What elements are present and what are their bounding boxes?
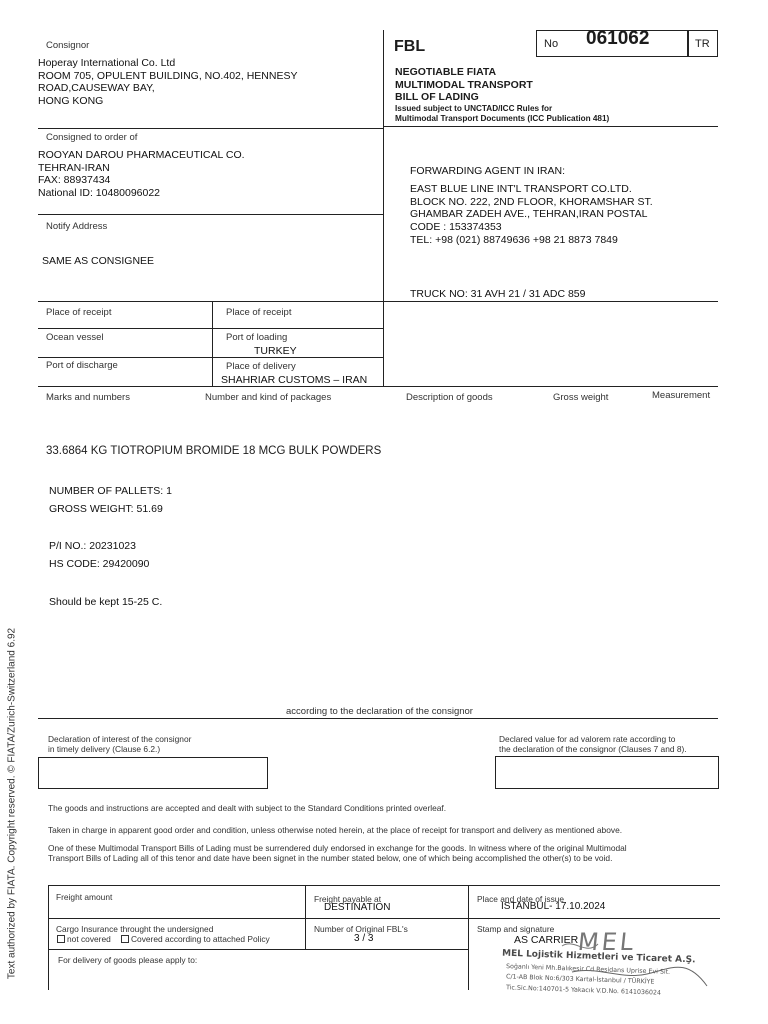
according-declaration: according to the declaration of the consignor [286,706,473,717]
consignee-line: National ID: 10480096022 [38,186,161,199]
document-number: 061062 [586,28,650,49]
notify-bottom-rule [38,301,718,302]
footer-divider-2 [468,885,469,990]
original-fbl-value: 3 / 3 [354,933,374,944]
title-line: NEGOTIABLE FIATA [395,66,497,78]
document-title [395,66,533,104]
routing-divider [212,301,213,386]
surrender-line: Transport Bills of Lading all of this tenor and date have been signet in the number stated below, one of which being accomplished the other(s) to be void. [48,853,613,863]
stamp-signature-label: Stamp and signature [477,924,555,934]
company-stamp [502,928,720,1004]
consignor-line: Hoperay International Co. Ltd [38,57,176,69]
original-fbl-label: Number of Original FBL's [314,924,408,934]
interest-declaration [48,734,191,754]
copyright-side-text: Text authorized by FIATA. Copyright reserved. © FIATA/Zurich-Switzerland 6.92 [6,627,18,980]
storage-temperature: Should be kept 15-25 C. [49,596,163,608]
port-of-loading-label: Port of loading [226,332,288,343]
not-covered-label: not covered [67,934,111,944]
truck-number: TRUCK NO: 31 AVH 21 / 31 ADC 859 [410,288,586,300]
place-of-receipt-label: Place of receipt [46,307,112,318]
title-line: MULTIMODAL TRANSPORT [395,78,533,91]
forwarding-line: GHAMBAR ZADEH AVE., TEHRAN,IRAN POSTAL [410,208,648,221]
pallets: NUMBER OF PALLETS: 1 [49,485,172,497]
consignor-line: ROOM 705, OPULENT BUILDING, NO.402, HENNESY [38,69,298,82]
forwarding-line: BLOCK NO. 222, 2ND FLOOR, KHORAMSHAR ST. [410,195,653,208]
footer-top-rule [48,885,720,886]
place-date-value: ISTANBUL- 17.10.2024 [501,901,606,912]
forwarding-line: EAST BLUE LINE INT'L TRANSPORT CO.LTD. [410,182,632,195]
place-date-label: Place and date of issue [477,894,565,904]
footer-mid-rule [48,918,720,919]
pi-number: P/I NO.: 20231023 [49,540,136,552]
not-covered-checkbox[interactable] [57,935,65,943]
forwarding-line: FORWARDING AGENT IN IRAN: [410,165,565,177]
terms-taken-in-charge: Taken in charge in apparent good order and condition, unless otherwise noted herein, at the place of receipt for transport and delivery as mentioned above. [48,825,623,835]
stamp-address-line: C/1-AB Blok No:6/303 Kartal-İstanbul / TÜRKİYE [505,973,655,986]
consignee-address [38,149,245,199]
measurement-label: Measurement [652,390,711,401]
marks-label: Marks and numbers [46,392,130,403]
covered-checkbox[interactable] [121,935,129,943]
consignee-bottom-rule [38,214,383,215]
packages-label: Number and kind of packages [205,392,332,403]
interest-box[interactable] [38,757,268,789]
forwarding-agent [410,165,653,247]
delivery-label: For delivery of goods please apply to: [58,955,198,965]
notify-value: SAME AS CONSIGNEE [42,255,155,267]
consignee-line: TEHRAN-IRAN [38,161,110,174]
value-box[interactable] [495,756,719,789]
footer-divider-1 [305,885,306,949]
terms-standard: The goods and instructions are accepted and dealt with subject to the Standard Conditions printed overleaf. [48,803,447,813]
title-line: BILL OF LADING [395,91,479,103]
signature-scribble [502,928,720,1004]
footer-low-rule [48,949,468,950]
hs-code: HS CODE: 29420090 [49,558,150,570]
stamp-company-name: MEL Lojistik Hizmetleri ve Ticaret A.Ş. [501,948,696,966]
consignee-label: Consigned to order of [46,132,138,143]
issued-subject [395,104,609,123]
gross-weight: GROSS WEIGHT: 51.69 [49,503,163,515]
surrender-line: One of these Multimodal Transport Bills of Lading must be surrendered duly endorsed in exchange for the goods. In witness where of the original Multimodal [48,843,627,853]
stamp-address-line: Soğanlı Yeni Mh.Balıkesir Cd.Residans Uprise Evi Sit. [505,963,671,976]
freight-payable-label: Freight payable at [314,894,382,904]
value-line: Declared value for ad valorem rate according to [499,734,676,744]
freight-payable-value: DESTINATION [324,902,391,913]
freight-amount-label: Freight amount [56,892,113,902]
covered-label: Covered according to attached Policy [131,934,270,944]
carrier-value: AS CARRIER [514,934,579,946]
footer-left-edge [48,885,49,990]
country-code: TR [695,38,710,50]
goods-top-rule [38,718,718,719]
stamp-address-line: Tic.Sic.No:140701-5 Yakacık V.D.No. 6141036024 [505,984,662,997]
terms-surrender [48,843,627,863]
interest-line: in timely delivery (Clause 6.2.) [48,744,161,754]
place-of-delivery-value: SHAHRIAR CUSTOMS – IRAN [221,374,368,386]
center-divider [383,30,384,386]
port-of-discharge-label: Port of discharge [46,360,118,371]
consignor-label: Consignor [46,40,90,51]
receipt-bottom-rule [38,328,383,329]
gross-weight-label: Gross weight [553,392,609,403]
issued-line: Issued subject to UNCTAD/ICC Rules for [395,104,553,113]
forwarding-line: TEL: +98 (021) 88749636 +98 21 8873 7849 [410,233,618,246]
consignee-line: FAX: 88937434 [38,174,111,186]
routing-bottom-rule [38,386,718,387]
issued-line: Multimodal Transport Documents (ICC Publication 481) [395,113,610,123]
value-line: the declaration of the consignor (Clauses 7 and 8). [499,744,687,754]
value-declaration [499,734,687,754]
no-label: No [544,38,559,50]
ocean-vessel-label: Ocean vessel [46,332,104,343]
forwarding-line: CODE : 153374353 [410,221,502,234]
vessel-bottom-rule [38,357,383,358]
consignee-line: ROOYAN DAROU PHARMACEUTICAL CO. [38,149,245,161]
consignor-line: ROAD,CAUSEWAY BAY, [38,82,155,94]
place-of-receipt-label-2: Place of receipt [226,307,292,318]
consignor-address [38,57,297,107]
cargo-insurance-label: Cargo Insurance throught the undersigned [56,924,214,934]
header-bottom-rule [383,126,718,127]
port-of-loading-value: TURKEY [254,345,297,357]
stamp-logo: MEL [576,928,638,956]
consignor-bottom-rule [38,128,383,129]
place-of-delivery-label: Place of delivery [226,361,296,372]
goods-title: 33.6864 KG TIOTROPIUM BROMIDE 18 MCG BULK POWDERS [46,445,382,457]
notify-label: Notify Address [46,221,108,232]
fbl-title: FBL [394,38,426,55]
interest-line: Declaration of interest of the consignor [48,734,192,744]
consignor-line: HONG KONG [38,94,104,107]
description-label: Description of goods [406,392,493,403]
